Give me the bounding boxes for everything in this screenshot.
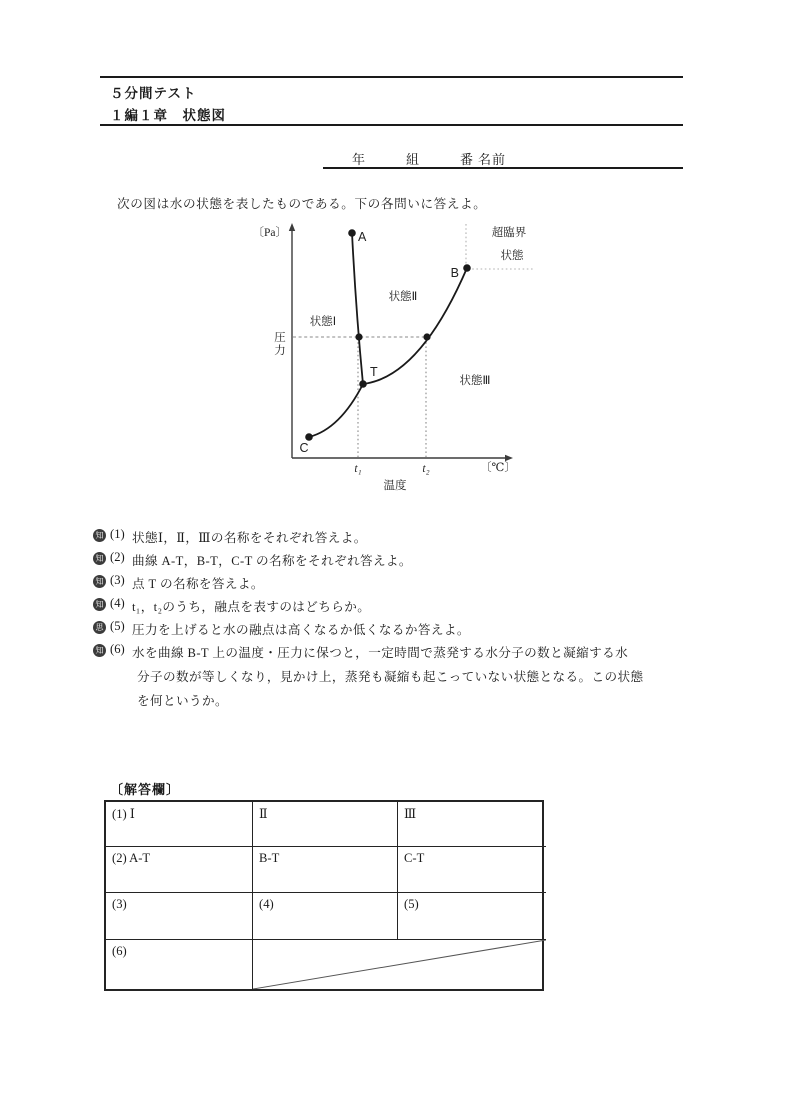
question-4 [93, 596, 370, 615]
tick-t2-label: t₂ [422, 463, 430, 475]
phase-diagram [253, 216, 553, 494]
region-state3-label: 状態Ⅲ [459, 375, 491, 387]
answer-cell-1-I: (1) Ⅰ [106, 802, 253, 847]
question-6-line2: 分子の数が等しくなり，見かけ上，蒸発も凝縮も起こっていない状態となる。この状態 [137, 670, 644, 684]
question-number: (1) [110, 527, 125, 541]
question-1 [93, 527, 367, 546]
diagonal-strikethrough [253, 940, 546, 989]
header-rule-bottom [100, 124, 683, 126]
name-field-year: 年 [352, 152, 367, 167]
supercritical-label-line2: 状態 [500, 250, 524, 262]
knowledge-badge: 知 [93, 598, 106, 611]
curve-A-T [352, 233, 363, 384]
name-field-number: 番 [460, 152, 475, 167]
question-text: 圧力を上げると水の融点は高くなるか低くなるか答えよ。 [132, 623, 470, 637]
question-number: (6) [110, 642, 125, 656]
test-title: ５分間テスト [110, 86, 197, 101]
pressure-axis-label-char1: 圧 [274, 332, 286, 344]
question-6 [93, 642, 628, 661]
question-6-line3: を何というか。 [137, 694, 228, 708]
knowledge-badge: 知 [93, 529, 106, 542]
answer-table [104, 800, 544, 991]
point-B-label: B [450, 266, 459, 280]
y-axis-unit-label: 〔Pa〕 [253, 227, 287, 239]
question-2 [93, 550, 412, 569]
supercritical-label-line1: 超臨界 [491, 227, 527, 239]
point-A-dot [348, 229, 356, 237]
point-C-label: C [299, 441, 309, 455]
answer-section-title: 〔解答欄〕 [110, 782, 181, 797]
question-number: (4) [110, 596, 125, 610]
knowledge-badge: 知 [93, 552, 106, 565]
boiling-intersection-dot [423, 333, 430, 340]
thinking-badge: 思 [93, 621, 106, 634]
point-A-label: A [358, 230, 367, 244]
tick-t1-label: t₁ [354, 463, 362, 475]
point-T-dot [359, 380, 367, 388]
temperature-axis-label: 温度 [383, 480, 407, 492]
knowledge-badge: 知 [93, 575, 106, 588]
pressure-axis-label-char2: 力 [274, 345, 286, 357]
name-underline [323, 167, 683, 169]
curve-C-T [309, 384, 363, 437]
answer-cell-5: (5) [398, 893, 546, 940]
name-field-name: 名前 [478, 152, 507, 167]
answer-cell-2-CT: C-T [398, 847, 546, 893]
point-C-dot [305, 433, 313, 441]
name-field-class: 組 [406, 152, 421, 167]
point-T-label: T [370, 365, 378, 379]
question-text: 状態Ⅰ，Ⅱ，Ⅲの名称をそれぞれ答えよ。 [132, 531, 367, 545]
x-axis-unit-label: 〔℃〕 [480, 462, 516, 474]
region-state2-label: 状態Ⅱ [388, 291, 418, 303]
knowledge-badge: 知 [93, 644, 106, 657]
question-number: (2) [110, 550, 125, 564]
question-text: 曲線 A-T，B-T，C-T の名称をそれぞれ答えよ。 [132, 554, 412, 568]
question-number: (3) [110, 573, 125, 587]
melting-intersection-dot [355, 333, 362, 340]
question-5 [93, 619, 470, 638]
answer-cell-6: (6) [106, 940, 253, 989]
answer-cell-4: (4) [253, 893, 398, 940]
answer-cell-2-BT: B-T [253, 847, 398, 893]
question-number: (5) [110, 619, 125, 633]
answer-cell-1-III: Ⅲ [398, 802, 546, 847]
answer-cell-blocked [253, 940, 546, 989]
question-text-line1: 水を曲線 B-T 上の温度・圧力に保つと，一定時間で蒸発する水分子の数と凝縮する水 [132, 646, 629, 660]
region-state1-label: 状態Ⅰ [309, 316, 337, 328]
chapter-title: １編１章 状態図 [110, 108, 226, 123]
answer-cell-1-II: Ⅱ [253, 802, 398, 847]
answer-cell-2-AT: (2) A-T [106, 847, 253, 893]
x-axis-arrow [505, 455, 513, 461]
point-B-dot [463, 264, 471, 272]
answer-cell-3: (3) [106, 893, 253, 940]
header-rule-top [100, 76, 683, 78]
question-text: t₁，t₂のうち，融点を表すのはどちらか。 [132, 600, 371, 614]
y-axis-arrow [289, 223, 295, 231]
intro-sentence: 次の図は水の状態を表したものである。下の各問いに答えよ。 [117, 197, 487, 211]
question-3 [93, 573, 264, 592]
curve-B-T [363, 268, 467, 384]
question-text: 点 T の名称を答えよ。 [132, 577, 264, 591]
